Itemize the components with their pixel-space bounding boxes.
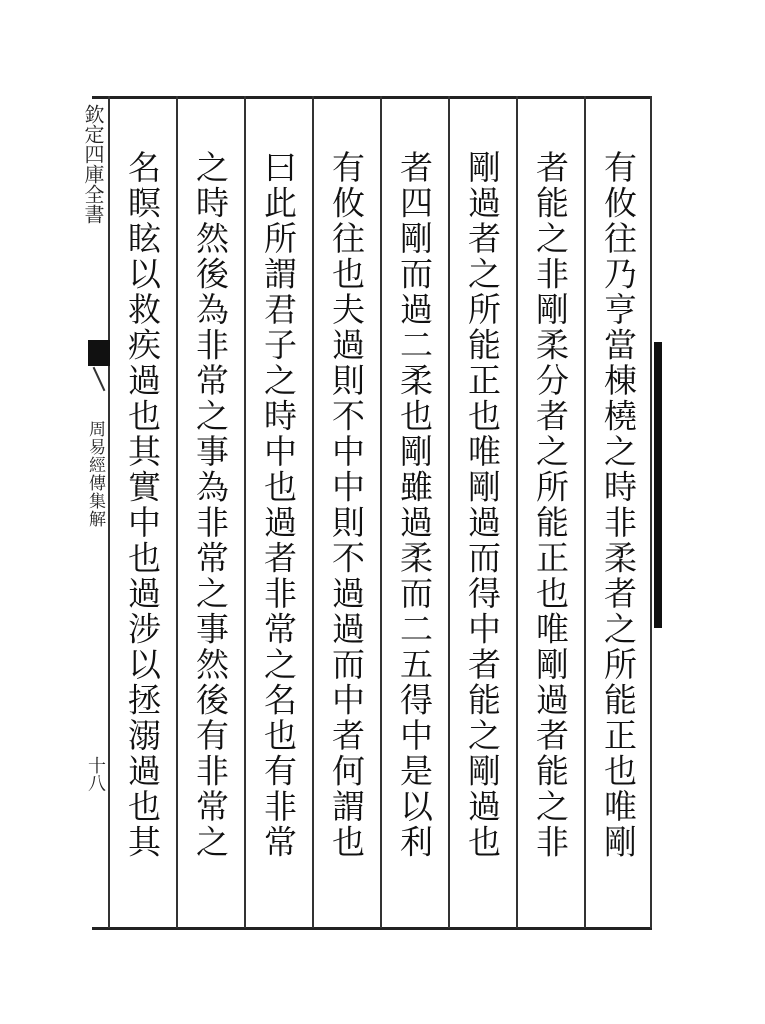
text-column-2: 者能之非剛柔分者之所能正也唯剛過者能之非 [531, 150, 570, 860]
column-rule [244, 96, 246, 928]
column-rule [584, 96, 586, 928]
text-column-7: 之時然後為非常之事為非常之事然後有非常之 [191, 150, 230, 860]
book-title: 周易經傳集解 [85, 420, 105, 528]
column-rule [380, 96, 382, 928]
text-column-5: 有攸往也夫過則不中中則不過過而中者何謂也 [327, 150, 366, 860]
binding-edge-mark [654, 342, 662, 628]
column-rule [516, 96, 518, 928]
collection-title: 欽定四庫全書 [81, 104, 105, 224]
text-column-6: 曰此所謂君子之時中也過者非常之名也有非常 [259, 150, 298, 860]
column-rule [108, 96, 110, 928]
text-column-4: 者四剛而過二柔也剛雖過柔而二五得中是以利 [395, 150, 434, 860]
column-rule [448, 96, 450, 928]
fish-tail-mark [88, 340, 110, 366]
column-rule [176, 96, 178, 928]
text-column-8: 名瞑眩以救疾過也其實中也過涉以拯溺過也其 [123, 150, 162, 860]
page-number: 十八 [85, 756, 106, 792]
text-column-3: 剛過者之所能正也唯剛過而得中者能之剛過也 [463, 150, 502, 860]
text-column-1: 有攸往乃亨當棟橈之時非柔者之所能正也唯剛 [599, 150, 638, 860]
column-rule [312, 96, 314, 928]
column-rule [650, 96, 652, 928]
